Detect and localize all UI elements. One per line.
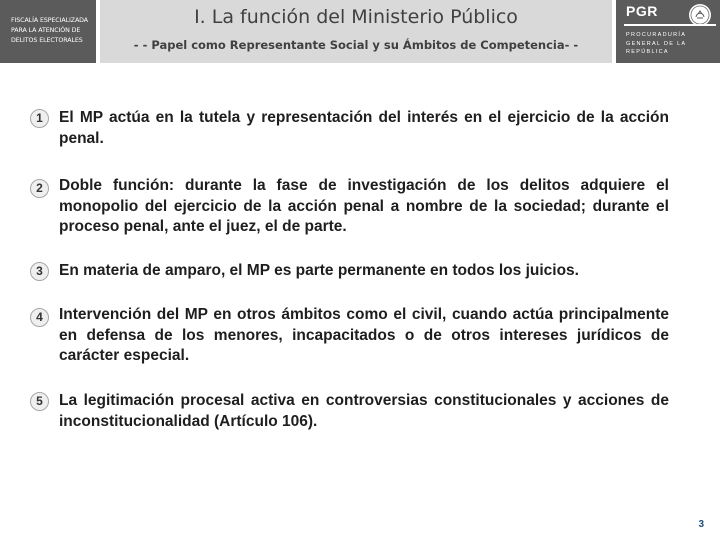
item-number-badge: 5 — [30, 392, 49, 411]
mexican-eagle-seal-icon — [689, 4, 711, 26]
item-text: El MP actúa en la tutela y representación del interés en el ejercicio de la acción penal. — [59, 109, 669, 147]
page-subtitle: - - Papel como Representante Social y su Ámbitos de Competencia- - — [133, 38, 579, 52]
item-text: Doble función: durante la fase de investigación de los delitos adquiere el monopolio del ejercicio de la acción penal a nombre de la sociedad; durante el proceso penal, ante el juez, el de parte. — [59, 177, 669, 235]
item-text: En materia de amparo, el MP es parte permanente en todos los juicios. — [59, 262, 579, 279]
pgr-logo — [616, 0, 720, 63]
pgr-full-name: PROCURADURÍA GENERAL DE LA REPÚBLICA — [626, 32, 687, 55]
item-text: Intervención del MP en otros ámbitos como el civil, cuando actúa principalmente en defensa de los menores, incapacitados o de otros intereses jurídicos de carácter especial. — [59, 306, 669, 364]
item-number-badge: 3 — [30, 262, 49, 281]
page-number: 3 — [698, 519, 704, 530]
item-number-badge: 1 — [30, 109, 49, 128]
title-banner — [100, 0, 612, 63]
item-number-badge: 2 — [30, 179, 49, 198]
agency-name: FISCALÍA ESPECIALIZADA PARA LA ATENCIÓN DE DELITOS ELECTORALES — [11, 17, 89, 44]
page-title: I. La función del Ministerio Público — [194, 6, 518, 28]
logo-divider — [624, 24, 716, 26]
pgr-acronym: PGR — [626, 3, 658, 19]
item-text: La legitimación procesal activa en controversias constitucionales y acciones de inconstitucionalidad (Artículo 106). — [59, 392, 669, 430]
agency-banner — [0, 0, 96, 63]
item-number-badge: 4 — [30, 308, 49, 327]
